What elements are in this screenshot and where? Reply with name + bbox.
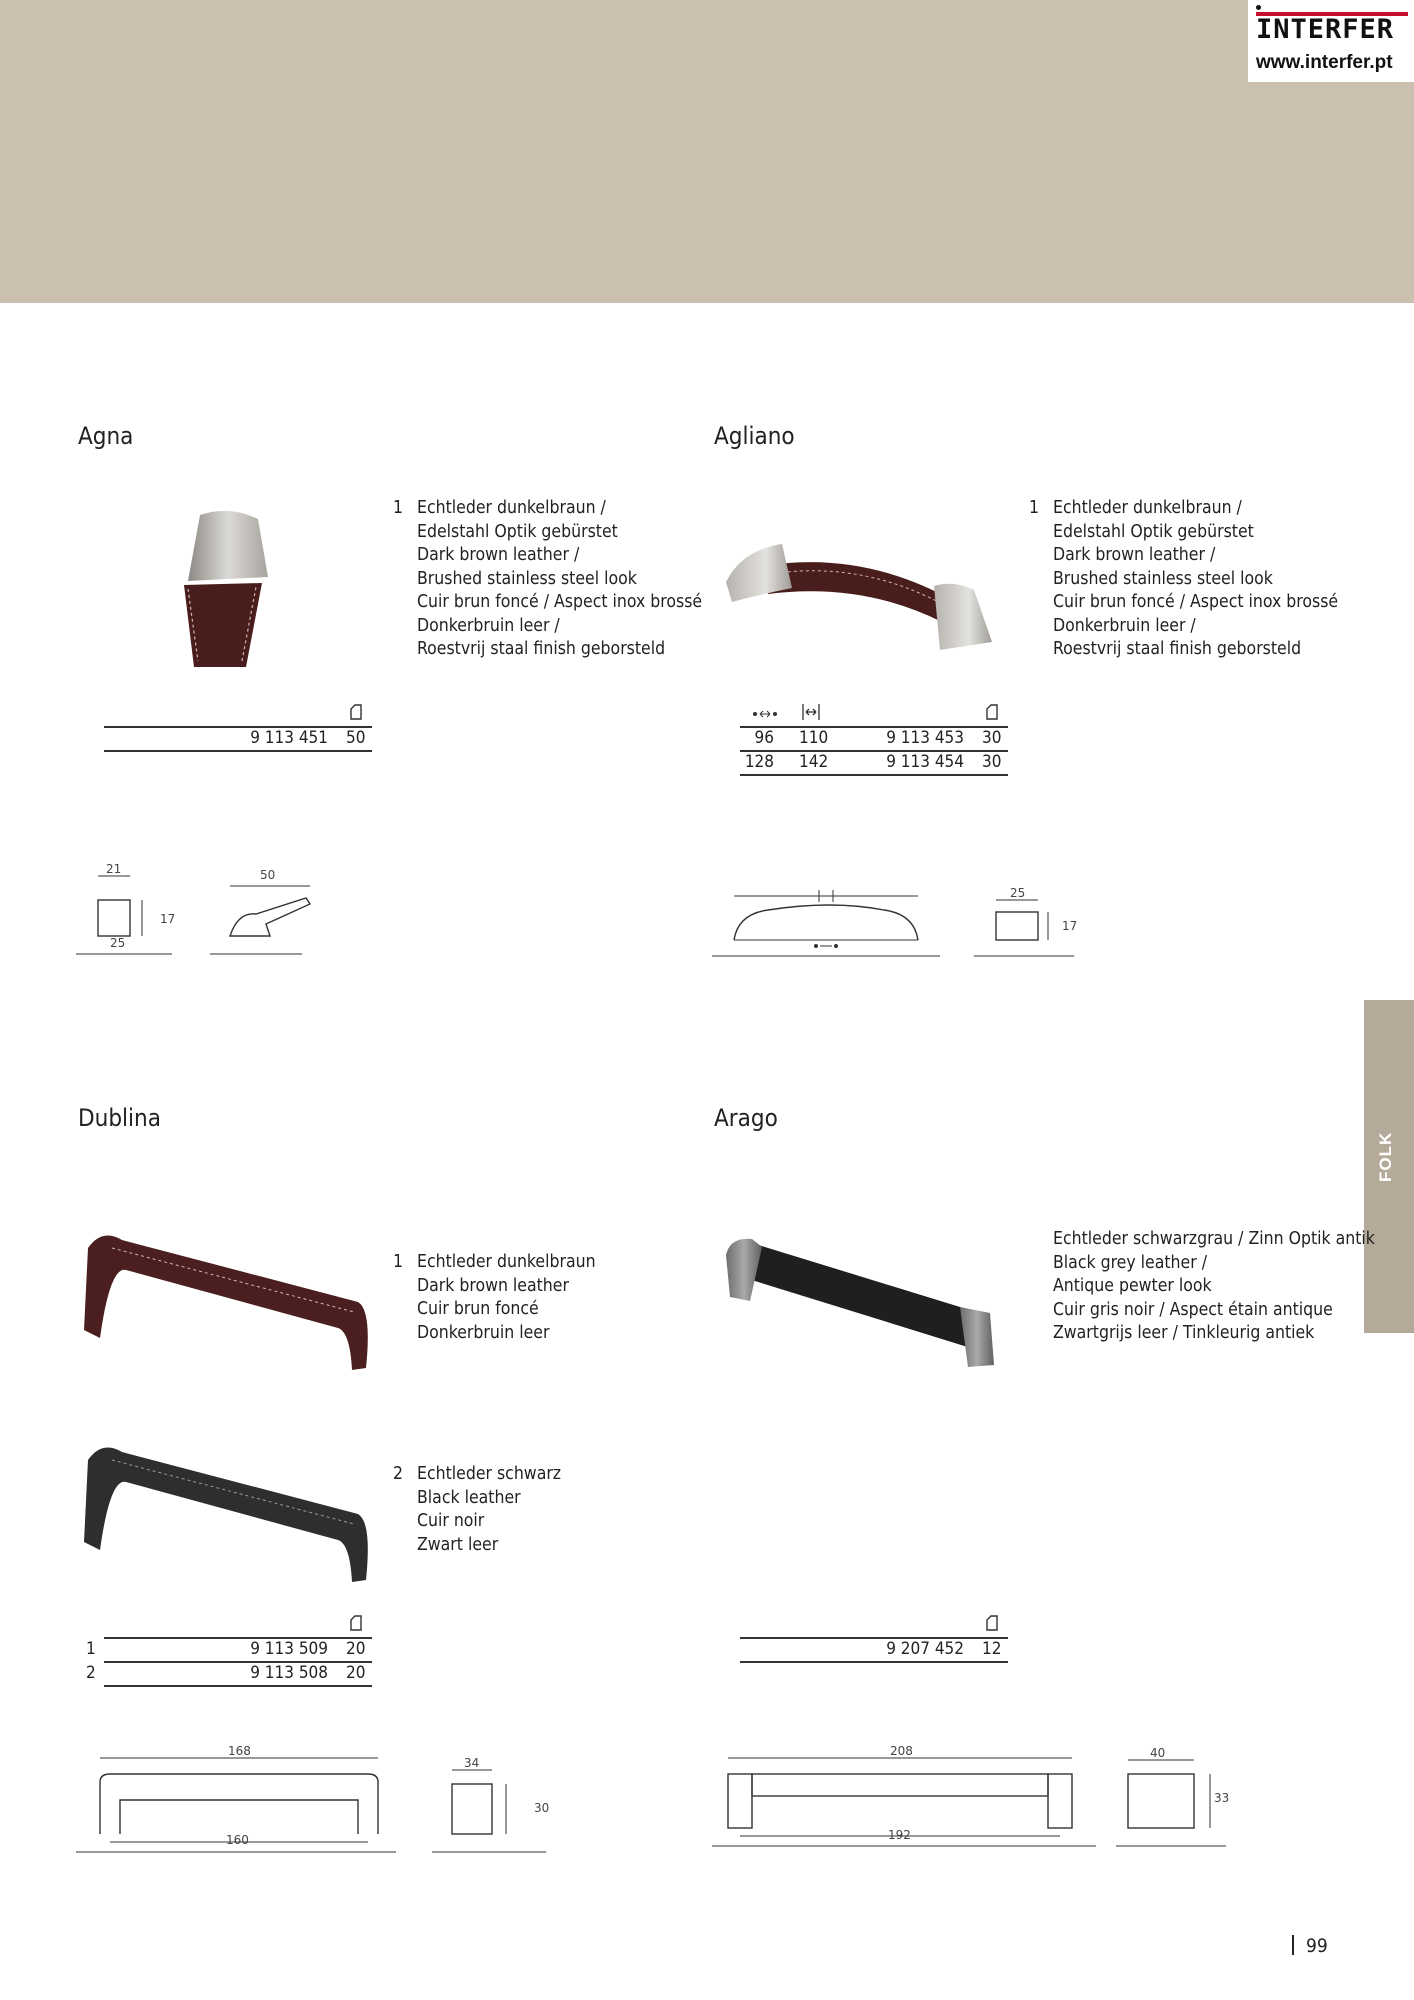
hole-spacing-icon	[752, 708, 778, 720]
hole-spacing: 96	[754, 728, 774, 748]
overall-length: 110	[799, 728, 829, 748]
desc-line: Zwartgrijs leer / Tinkleurig antiek	[1053, 1323, 1315, 1343]
dim-length: 168	[228, 1744, 251, 1758]
dim-height: 30	[534, 1801, 550, 1815]
agna-photo	[170, 505, 290, 675]
box-quantity-icon	[985, 1615, 999, 1631]
desc-line: Cuir brun foncé	[417, 1299, 539, 1319]
desc-line: Antique pewter look	[1053, 1276, 1212, 1296]
article-code: 9 113 454	[886, 752, 964, 772]
dublina-photo-black	[82, 1430, 372, 1590]
box-quantity-icon	[349, 1615, 363, 1631]
desc-line: Brushed stainless steel look	[1053, 568, 1273, 589]
variant-number: 1	[393, 498, 404, 518]
arago-title: Arago	[714, 1104, 778, 1132]
agliano-photo	[722, 530, 1002, 660]
variant-number: 1	[86, 1639, 96, 1659]
variant-number: 2	[393, 1464, 404, 1484]
desc-line: Dark brown leather /	[1053, 545, 1216, 565]
desc-line: Zwart leer	[417, 1534, 499, 1555]
dim-width: 21	[106, 862, 122, 876]
pack-quantity: 30	[982, 728, 1002, 748]
dublina-title: Dublina	[78, 1104, 161, 1132]
box-quantity-icon	[349, 704, 363, 720]
header-banner	[0, 0, 1414, 303]
desc-line: Donkerbruin leer /	[1053, 615, 1196, 636]
agna-dimension-drawing	[76, 862, 316, 958]
arago-order-table	[740, 1611, 1008, 1671]
desc-line: Roestvrij staal finish geborsteld	[417, 639, 666, 659]
agliano-dimension-drawing	[712, 870, 1082, 960]
arago-dimension-drawing	[712, 1738, 1232, 1850]
dim-width: 25	[1010, 886, 1026, 900]
box-quantity-icon	[985, 704, 999, 720]
desc-line: Echtleder dunkelbraun /	[417, 498, 606, 518]
article-code: 9 113 453	[886, 728, 964, 748]
desc-line: Echtleder schwarz	[417, 1464, 562, 1484]
desc-line: Donkerbruin leer	[417, 1322, 550, 1343]
desc-line: Dark brown leather /	[417, 545, 580, 565]
pack-quantity: 30	[982, 752, 1002, 772]
logo-url: www.interfer.pt	[1256, 52, 1393, 73]
desc-line: Echtleder dunkelbraun	[417, 1252, 596, 1272]
dim-hole-spacing: 192	[888, 1828, 911, 1842]
agliano-order-table	[740, 700, 1008, 780]
variant-number: 1	[1029, 498, 1040, 518]
dublina-description-2	[393, 1463, 562, 1557]
dublina-photo-brown	[82, 1218, 372, 1378]
pack-quantity: 20	[346, 1663, 366, 1683]
desc-line: Cuir brun foncé / Aspect inox brossé	[1053, 592, 1339, 612]
section-tab-label: FOLK	[1376, 1131, 1395, 1182]
variant-number: 1	[393, 1252, 404, 1272]
desc-line: Edelstahl Optik gebürstet	[1053, 521, 1254, 542]
dim-height: 17	[1062, 919, 1078, 933]
arago-description	[1053, 1228, 1375, 1346]
desc-line: Black grey leather /	[1053, 1252, 1208, 1273]
agna-order-table	[104, 700, 372, 760]
desc-line: Edelstahl Optik gebürstet	[417, 521, 618, 542]
pack-quantity: 50	[346, 728, 366, 748]
table-rule	[104, 750, 372, 752]
dim-base: 25	[110, 936, 126, 950]
dim-height: 17	[160, 912, 176, 926]
page-number-bar	[1292, 1935, 1294, 1955]
desc-line: Cuir brun foncé / Aspect inox brossé	[417, 592, 703, 612]
article-code: 9 113 451	[250, 728, 328, 748]
desc-line: Black leather	[417, 1487, 521, 1508]
desc-line: Roestvrij staal finish geborsteld	[1053, 639, 1302, 659]
dublina-order-table	[80, 1611, 372, 1691]
desc-line: Cuir noir	[417, 1511, 485, 1531]
dim-length: 208	[890, 1744, 913, 1758]
pack-quantity: 20	[346, 1639, 366, 1659]
table-rule	[740, 1661, 1008, 1663]
dim-width: 40	[1150, 1746, 1166, 1760]
agliano-description	[1029, 497, 1339, 662]
desc-line: Echtleder dunkelbraun /	[1053, 498, 1242, 518]
hole-spacing: 128	[744, 752, 774, 772]
logo-dot	[1256, 5, 1261, 10]
dim-height: 33	[1214, 1791, 1230, 1805]
desc-line: Dark brown leather	[417, 1275, 569, 1296]
agliano-title: Agliano	[714, 422, 795, 450]
overall-length-icon	[802, 703, 820, 721]
dublina-dimension-drawing	[76, 1744, 550, 1856]
desc-line: Donkerbruin leer /	[417, 615, 560, 636]
agna-description	[393, 497, 703, 662]
dublina-description-1	[393, 1251, 596, 1345]
article-code: 9 113 508	[250, 1663, 328, 1683]
dim-width: 34	[464, 1756, 480, 1770]
article-code: 9 207 452	[886, 1639, 964, 1659]
page-number	[1292, 1935, 1328, 1957]
dim-hole-spacing: 160	[226, 1833, 249, 1847]
table-rule	[104, 1685, 372, 1687]
desc-line: Echtleder schwarzgrau / Zinn Optik antik	[1053, 1229, 1375, 1249]
variant-number: 2	[86, 1663, 96, 1683]
overall-length: 142	[799, 752, 829, 772]
page-number-value: 99	[1306, 1935, 1328, 1957]
logo-brand: INTERFER	[1256, 14, 1395, 45]
desc-line: Cuir gris noir / Aspect étain antique	[1053, 1299, 1333, 1320]
desc-line: Brushed stainless steel look	[417, 568, 637, 589]
table-rule	[740, 774, 1008, 776]
dim-length: 50	[260, 868, 276, 882]
pack-quantity: 12	[982, 1639, 1002, 1659]
arago-photo	[722, 1225, 1002, 1375]
article-code: 9 113 509	[250, 1639, 328, 1659]
interfer-logo[interactable]	[1248, 0, 1414, 82]
agna-title: Agna	[78, 422, 134, 450]
